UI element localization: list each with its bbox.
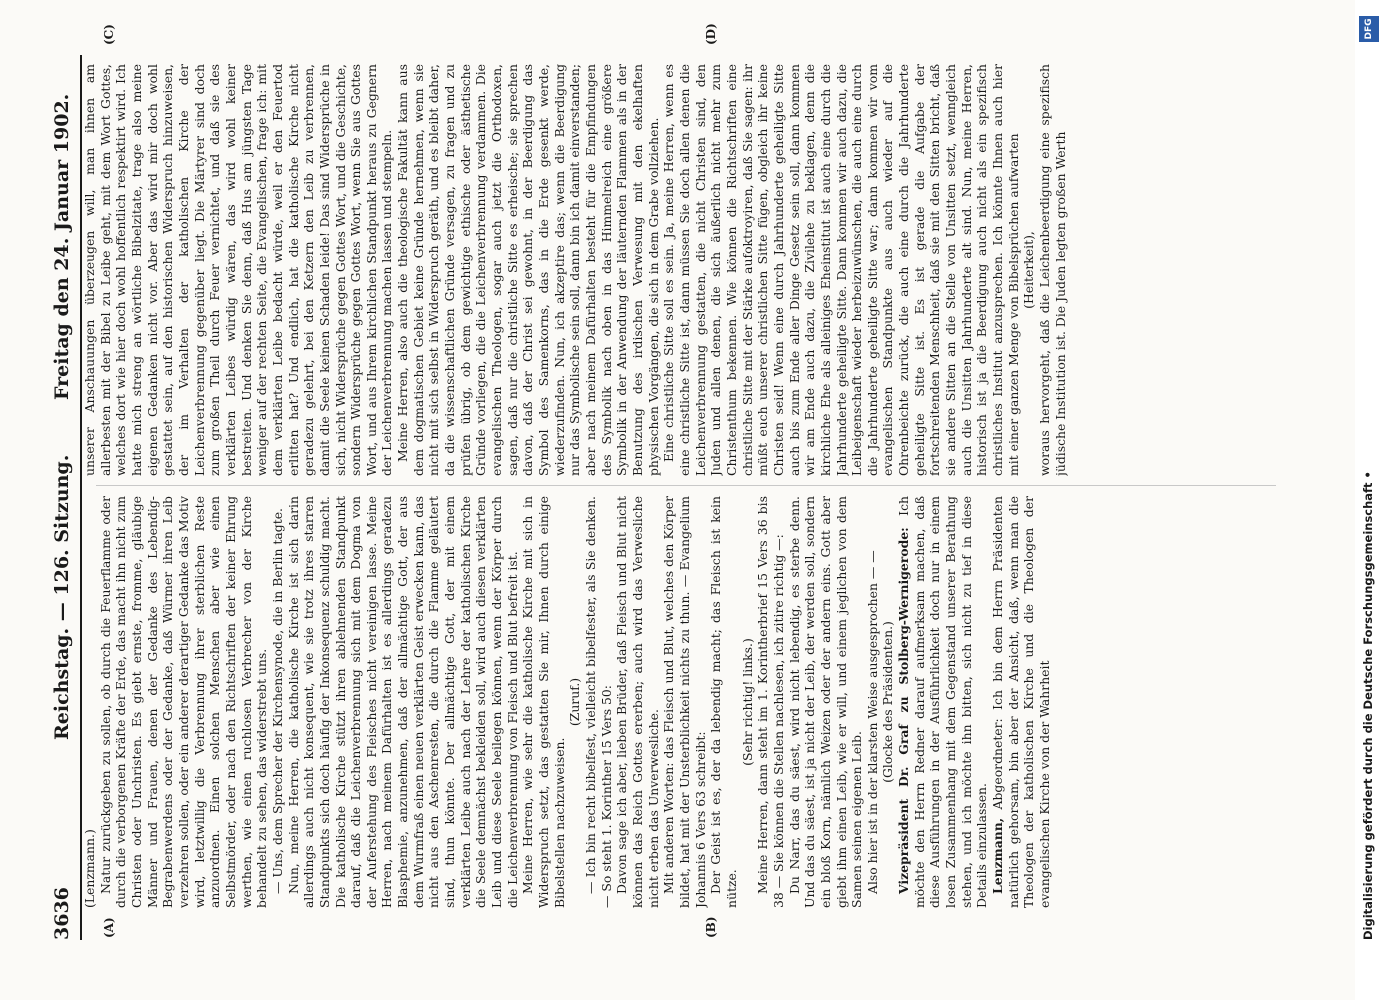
speaker-name: Lenzmann,	[990, 817, 1006, 894]
paragraph: Also hier ist in der klarsten Weise ausgesprochen — —	[864, 550, 880, 894]
speaker-tag: (Lenzmann.)	[82, 829, 97, 908]
margin-marker-d: (D)	[704, 23, 718, 45]
page-number: 3636	[51, 887, 73, 940]
digitization-credit: Digitalisierung gefördert durch die Deutsche Forschungsgemeinschaft •	[1361, 471, 1375, 940]
page-header	[45, 55, 79, 940]
paragraph: Eine christliche Sitte soll es sein. Ja, meine Herren, wenn es eine christliche Sitte ist, dann müssen Sie doch allen denen die Leichenverbrennung gestatten, die nicht Christen sind, den Juden und allen denen, die sich äußerlich nicht mehr zum Christenthum bekennen. Wie können die Richtschriften eine christliche Sitte mit der Stärke aufoktroyiren, daß Sie sagen: ihr müßt euch unserer christlichen Sitte fügen, obgleich ihr keine Christen seid! Wenn eine durch Jahrhunderte geheiligte Sitte auch bis zum Ende aller Dinge Gesetz sein soll, dann kommen wir am Ende auch dazu, die Zivilehe zu beklagen, denn die kirchliche Ehe als alleiniges Eheinstitut ist auch eine durch die Jahrhunderte geheiligte Sitte. Dann kommen wir auch dazu, die Leibeigenschaft wieder herbeizuwünschen, die auch eine durch die Jahrhunderte geheiligte Sitte war; dann kommen wir vom evangelischen Standpunkte aus auch wieder auf die Ohrenbeichte zurück, die auch eine durch die Jahrhunderte geheiligte Sitte ist. Es ist gerade die Aufgabe der fortschreitenden Menschheit, daß sie mit den Sitten bricht, daß sie andere Sitten an die Stelle von Unsitten setzt, wenngleich auch die Unsitten Jahrhunderte alt sind. Nun, meine Herren, historisch ist ja die Beerdigung auch nicht als ein spezifisch christliches Institut anzusprechen. Ich könnte Ihnen auch hier mit einer ganzen Menge von Bibelsprüchen aufwarten	[661, 64, 1021, 476]
digitization-footer	[1355, 0, 1383, 1000]
paragraph: — Ich bin recht bibelfest, vielleicht bibelfester, als Sie denken. — So steht 1. Korinther 15 Vers 50:	[583, 496, 614, 908]
interjection: (Zuruf.)	[567, 677, 583, 727]
margin-marker-c: (C)	[102, 24, 116, 45]
paragraph: Mit anderen Worten: das Fleisch und Blut, welches den Körper bildet, hat mit der Unsterblichkeit nichts zu thun. — Evangelium Johannis 6 Vers 63 schreibt:	[661, 496, 708, 908]
speech-text: Abgeordneter: Ich bin dem Herrn Präsidenten natürlich gehorsam, bin aber der Ansicht, daß, wenn man die Theologen der katholischen Kirche und die Theologen der evangelischen Kirche von der Wahrheit	[990, 496, 1053, 908]
header-right-title: Freitag den 24. Januar 1902.	[51, 93, 73, 400]
paragraph: Meine Herren, also auch die theologische Fakultät kann aus dem dogmatischen Gebiet keine Gründe hernehmen, wenn sie nicht mit sich selbst in Widerspruch geräth, und es bleibt daher, da die wissenschaftlichen Gründe versagen, zu fragen und zu prüfen übrig, ob dem gewichtige ethische oder ästhetische Gründe vorliegen, die die Leichenverbrennung verdammen. Die evangelischen Theologen, sogar auch jetzt die Orthodoxen, sagen, daß nur die christliche Sitte es erheische; sie sprechen davon, daß der Christ sei gewohnt, in der Beerdigung das Symbol des Samenkorns, das in die Erde gesenkt werde, wiederzufinden. Nun, ich akzeptire das; wenn die Beerdigung nur das Symbolische sein soll, dann bin ich damit einverstanden; aber nach meinem Dafürhalten besteht für die Empfindungen des Symbolik nach oben in das Himmelreich eine größere Symbolik in der Anwendung der läuternden Flammen als in der Benutzung des irdischen Verwesung mit den ekelhaften physischen Vorgängen, die sich in dem Grabe vollziehen.	[395, 64, 661, 476]
interjection: (Glocke des Präsidenten.)	[880, 621, 896, 783]
text-column-right	[82, 64, 1292, 476]
bible-quote: Du Narr, das du säest, wird nicht lebendig, es sterbe denn. Und das du säest, ist ja nicht der Leib, der werden soll, sondern ein bloß Korn, nämlich Weizen oder der andern eins. Gott aber giebt ihm einen Leib, wie er will, und einem jeglichen von dem Samen seinen eigenen Leib.	[786, 496, 865, 908]
interjection: (Sehr richtig! links.)	[739, 638, 755, 766]
header-left-title: Reichstag. — 126. Sitzung.	[51, 454, 73, 740]
paragraph: woraus hervorgeht, daß die Leichenbeerdigung eine spezifisch jüdische Institution ist. Die Juden legten großen Werth	[1037, 64, 1068, 476]
margin-marker-a: (A)	[102, 917, 116, 938]
margin-marker-b: (B)	[704, 916, 718, 938]
text-column-left	[82, 496, 1292, 908]
dfg-logo: DFG	[1359, 16, 1379, 42]
speech-text: Ich möchte den Herrn Redner darauf aufmerksam machen, daß diese Ausführungen in der Ausführlichkeit doch nur in einem losen Zusammenhang mit dem Gegenstand unserer Berathung stehen, und ich möchte ihn bitten, sich nicht zu tief in diese Details einzulassen.	[896, 496, 990, 908]
interjection: (Heiterkeit),	[1021, 231, 1037, 309]
paragraph: Nun, meine Herren, die katholische Kirche ist sich darin allerdings auch nicht konsequent, wie sie trotz ihres starren Standpunkts sich doch häufig der Inkonsequenz schuldig macht. Die katholische Kirche stützt ihren ablehnenden Standpunkt darauf, daß die Leichenverbrennung sich mit dem Dogma von der Auferstehung des Fleisches nicht vereinigen lasse. Meine Herren, nach meinem Dafürhalten ist es allerdings geradezu Blasphemie, anzunehmen, daß der allmächtige Gott, der aus dem Wurmfraß einen neuen verklärten Geist erwecken kann, das nicht aus den Aschenresten, die durch die Flamme geläutert sind, thun könnte. Der allmächtige Gott, der mit einem verklärten Leibe auch nach der Lehre der katholischen Kirche die Seele demnächst bekleiden soll, wird auch diesen verklärten Leib und diese Seele beilegen können, wenn der Körper durch die Leichenverbrennung von Fleisch und Blut befreit ist.	[285, 496, 520, 908]
paragraph: — Uns, dem Sprecher der Kirchensynode, die in Berlin tagte.	[269, 508, 285, 894]
paragraph: Meine Herren, dann steht im 1. Korintherbrief 15 Vers 36 bis 38 — Sie können die Stellen nachlesen, ich zitire richtig —:	[755, 496, 786, 908]
paragraph	[896, 496, 990, 908]
paragraph: Meine Herren, wie sehr die katholische Kirche mit sich in Widerspruch setzt, das gestatten Sie mir, Ihnen durch einige Bibelstellen nachzuweisen.	[520, 496, 567, 908]
paragraph: unserer Anschauungen überzeugen will, man ihnen am allerbesten mit der Bibel zu Leibe geht, mit dem Wort Gottes, welches dort wie hier doch wohl hoffentlich respektirt wird. Ich hatte mich streng an wörtliche Bibelzitate, trage also meine eigenen Gedanken nicht vor. Aber das wird mir doch wohl gestattet sein, auf den historischen Widerspruch hinzuweisen, der im Verhalten der katholischen Kirche der Leichenverbrennung gegenüber liegt. Die Märtyrer sind doch zum großen Theil durch Feuer vernichtet, und daß sie des verklärten Leibes würdig wären, das wird wohl keiner bestreiten. Und denken Sie denn, daß Hus am jüngsten Tage weniger auf der rechten Seite, die Evangelischen, frage ich: mit dem verklärten Leibe bedacht würde, weil er den Feuertod erlitten hat? Und endlich, hat die katholische Kirche nicht geradezu gelehrt, bei den Ketzern den Leib zu verbrennen, damit die Seele keinen Schaden leide! Das sind Widersprüche in sich, nicht Widersprüche gegen Gottes Wort, und die Geschichte, sondern Widersprüche gegen Gottes Wort, wenn Sie aus Gottes Wort, und aus Ihrem kirchlichen Standpunkt heraus zu Gegnern der Leichenverbrennung machen lassen und stempeln.	[82, 64, 395, 476]
paragraph: Natur zurückgeben zu sollen, ob durch die Feuerflamme oder durch die verborgenen Kräfte der Erde, das macht ihn nicht zum Christen oder Unchristen. Es giebt ernste, fromme, gläubige Männer und Frauen, denen der Gedanke des Lebendig-Begrabenwerdens oder der Gedanke, daß Würmer ihren Leib verzehren sollen, oder ein anderer derartiger Gedanke das Motiv wird, letztwillig die Verbrennung ihrer sterblichen Reste anzuordnen. Einen solchen Menschen aber wie einen Selbstmörder, oder nach den Richtschriften der keiner Ehrung werthen, wie einen ruchlosen Verbrecher von der Kirche behandelt zu sehen, das widerstrebt uns.	[97, 496, 270, 908]
paragraph	[990, 496, 1053, 908]
column-separator	[96, 485, 1276, 486]
bible-quote: Davon sage ich aber, lieben Brüder, daß Fleisch und Blut nicht können das Reich Gottes ererben; auch wird das Verwesliche nicht erben das Unverwesliche.	[614, 496, 661, 908]
bible-quote: Der Geist ist es, der da lebendig macht; das Fleisch ist kein nütze.	[708, 496, 739, 908]
speaker-name: Vizepräsident Dr. Graf zu Stolberg-Wernigerode:	[896, 527, 912, 894]
